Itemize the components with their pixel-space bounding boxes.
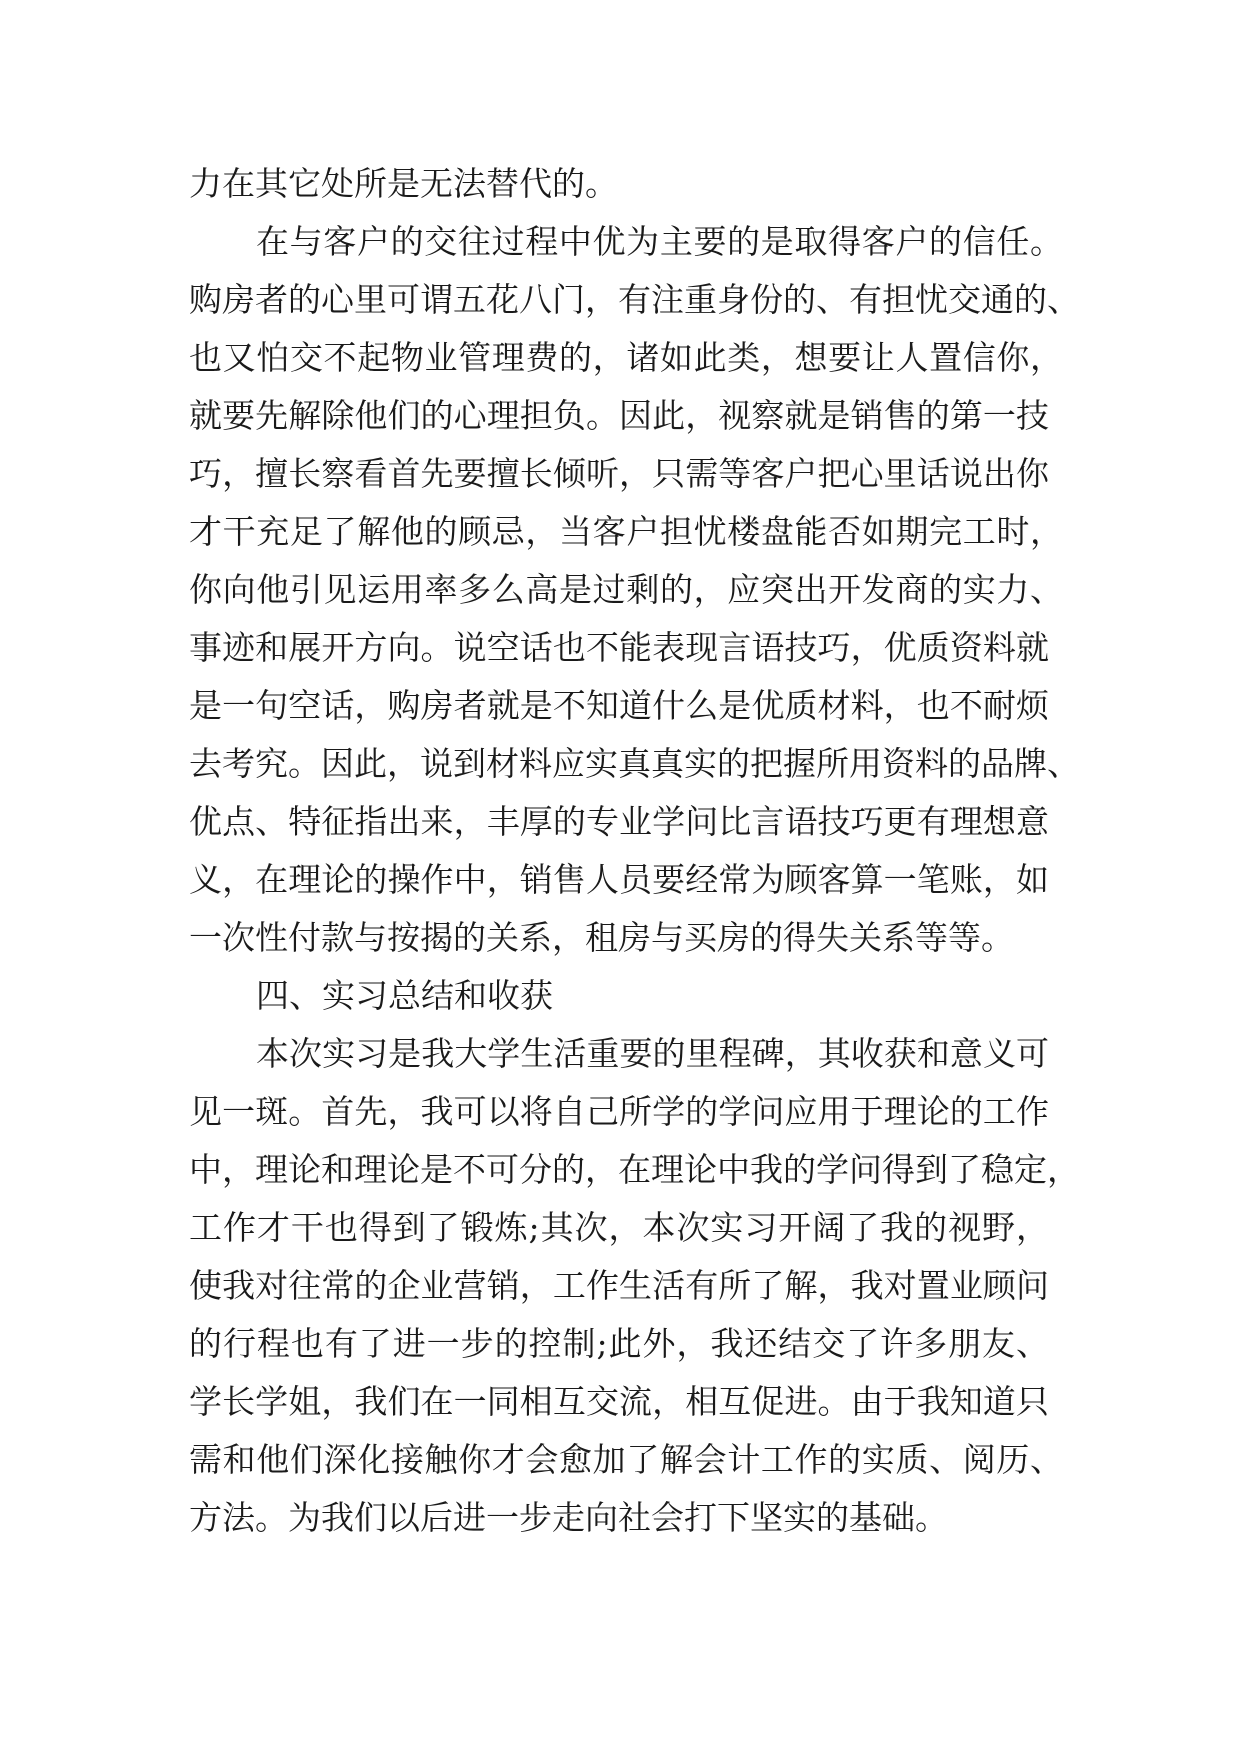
text-line: 优点、特征指出来，丰厚的专业学问比言语技巧更有理想意 <box>189 802 1049 841</box>
text-line: 见一斑。首先，我可以将自己所学的学问应用于理论的工作 <box>189 1092 1049 1131</box>
text-line: 本次实习是我大学生活重要的里程碑，其收获和意义可 <box>256 1034 1049 1073</box>
text-line: 在与客户的交往过程中优为主要的是取得客户的信任。 <box>256 222 1063 261</box>
text-line: 义，在理论的操作中，销售人员要经常为顾客算一笔账，如 <box>189 860 1049 899</box>
text-line: 工作才干也得到了锻炼;其次，本次实习开阔了我的视野， <box>189 1208 1049 1247</box>
section-heading: 四、实习总结和收获 <box>256 976 553 1015</box>
text-line: 巧，擅长察看首先要擅长倾听，只需等客户把心里话说出你 <box>189 454 1049 493</box>
text-line: 使我对往常的企业营销，工作生活有所了解，我对置业顾问 <box>189 1266 1049 1305</box>
text-line: 是一句空话，购房者就是不知道什么是优质材料，也不耐烦 <box>189 686 1049 725</box>
text-line: 的行程也有了进一步的控制;此外，我还结交了许多朋友、 <box>189 1324 1049 1363</box>
text-line: 力在其它处所是无法替代的。 <box>189 164 618 203</box>
text-line: 才干充足了解他的顾忌，当客户担忧楼盘能否如期完工时， <box>189 512 1063 551</box>
text-line: 你向他引见运用率多么高是过剩的，应突出开发商的实力、 <box>189 570 1063 609</box>
text-line: 事迹和展开方向。说空话也不能表现言语技巧，优质资料就 <box>189 628 1049 667</box>
text-line: 需和他们深化接触你才会愈加了解会计工作的实质、阅历、 <box>189 1440 1063 1479</box>
text-line: 也又怕交不起物业管理费的，诸如此类，想要让人置信你， <box>189 338 1063 377</box>
text-line: 学长学姐，我们在一同相互交流，相互促进。由于我知道只 <box>189 1382 1049 1421</box>
text-line: 方法。为我们以后进一步走向社会打下坚实的基础。 <box>189 1498 948 1537</box>
text-line: 中，理论和理论是不可分的，在理论中我的学问得到了稳定， <box>189 1150 1080 1189</box>
text-line: 就要先解除他们的心理担负。因此，视察就是销售的第一技 <box>189 396 1049 435</box>
text-line: 购房者的心里可谓五花八门，有注重身份的、有担忧交通的、 <box>189 280 1080 319</box>
text-line: 去考究。因此，说到材料应实真真实的把握所用资料的品牌、 <box>189 744 1080 783</box>
text-line: 一次性付款与按揭的关系，租房与买房的得失关系等等。 <box>189 918 1014 957</box>
